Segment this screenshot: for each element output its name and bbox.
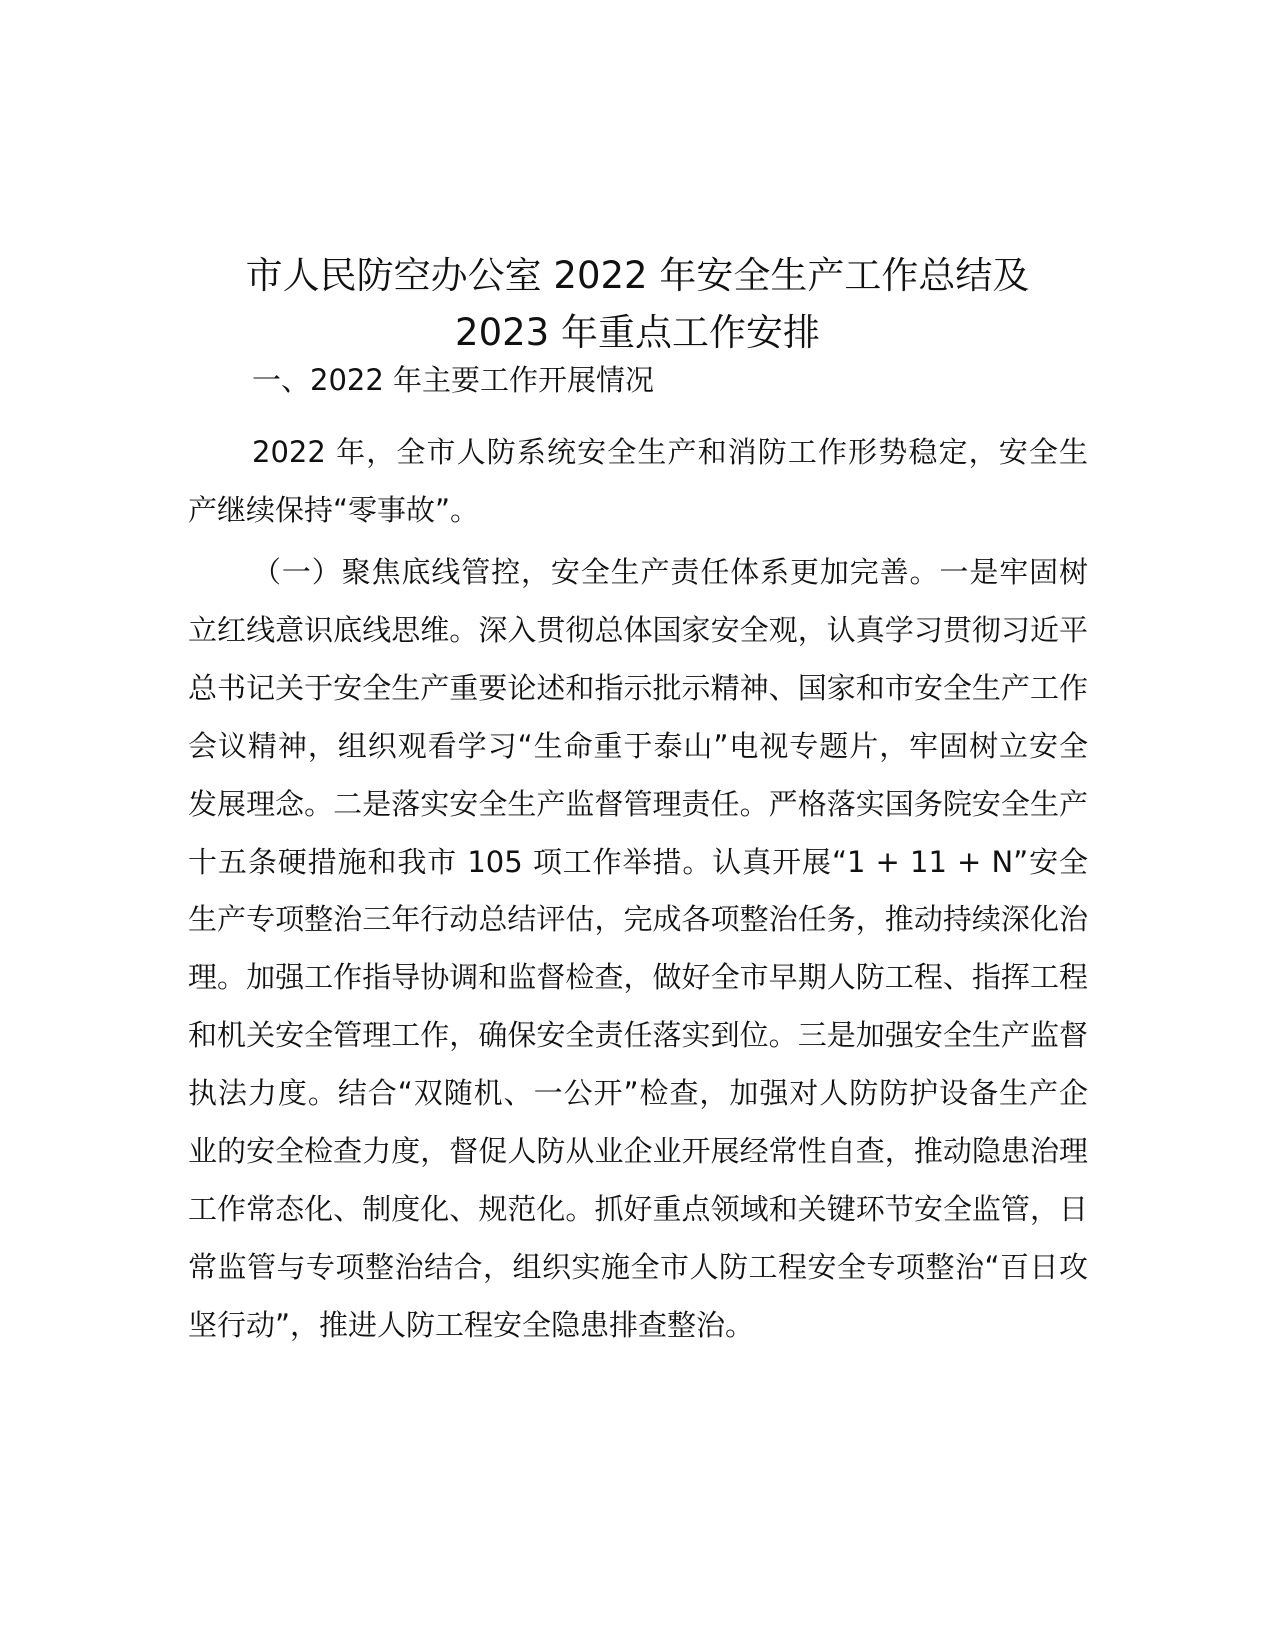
title-line-2: 2023 年重点工作安排 [455, 310, 820, 354]
section-heading: 一、2022 年主要工作开展情况 [252, 363, 655, 397]
document-title [150, 247, 1125, 361]
title-line-1: 市人民防空办公室 2022 年安全生产工作总结及 [245, 253, 1030, 297]
paragraph-intro: 2022 年，全市人防系统安全生产和消防工作形势稳定，安全生产继续保持“零事故”。 [188, 435, 1088, 527]
paragraph-body: （一）聚焦底线管控，安全生产责任体系更加完善。一是牢固树立红线意识底线思维。深入贯彻总体国家安全观，认真学习贯彻习近平总书记关于安全生产重要论述和指示批示精神、国家和市安全生产工作会议精神，组织观看学习“生命重于泰山”电视专题片，牢固树立安全发展理念。二是落实安全生产监督管理责任。严格落实国务院安全生产十五条硬措施和我市 105 项工作举措。认真开展“1 + 11 + N”安全生产专项整治三年行动总结评估，完成各项整治任务，推动持续深化治理。加强工作指导协调和监督检查，做好全市早期人防工程、指挥工程和机关安全管理工作，确保安全责任落实到位。三是加强安全生产监督执法力度。结合“双随机、一公开”检查，加强对人防防护设备生产企业的安全检查力度，督促人防从业企业开展经常性自查，推动隐患治理工作常态化、制度化、规范化。抓好重点领域和关键环节安全监管，日常监管与专项整治结合，组织实施全市人防工程安全专项整治“百日攻坚行动”，推进人防工程安全隐患排查整治。 [188, 555, 1088, 1342]
